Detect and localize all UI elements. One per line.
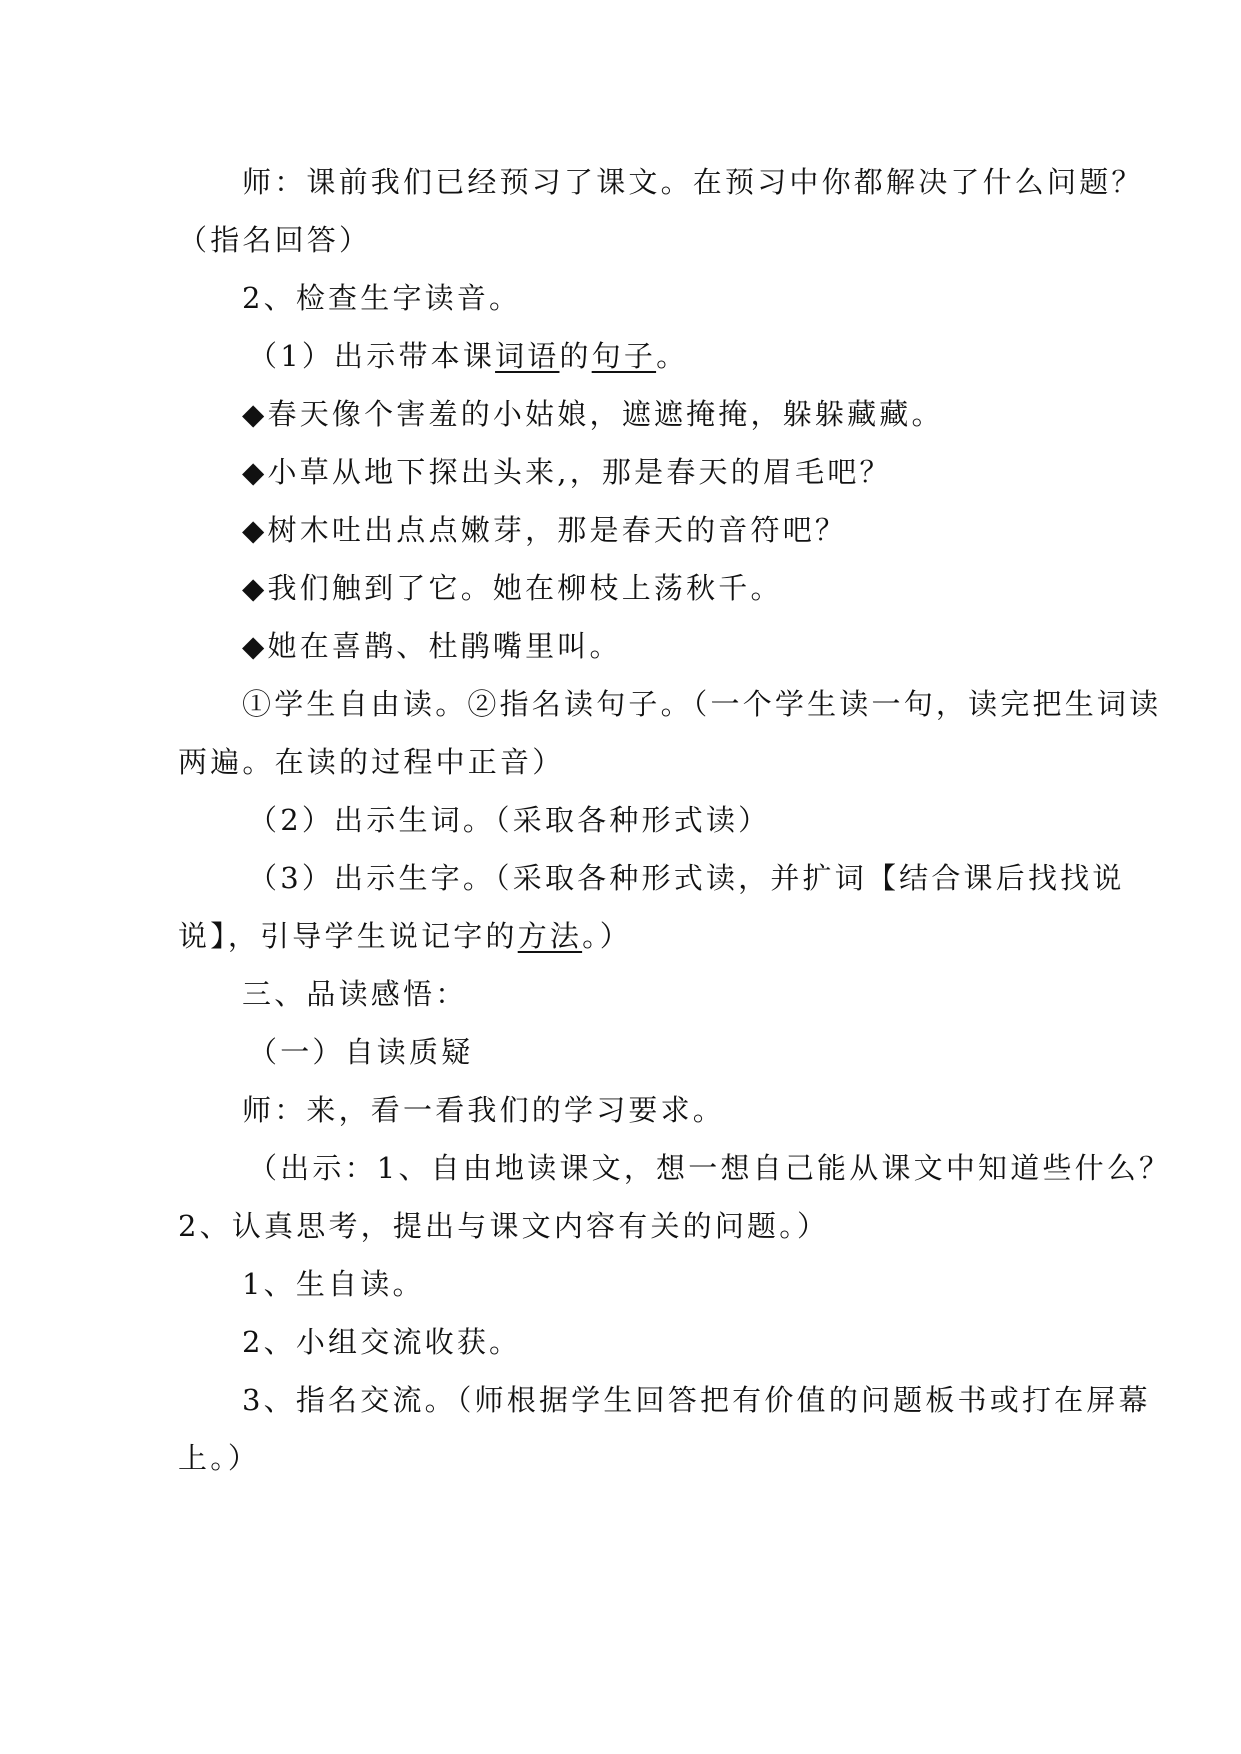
underlined-word-fangfa: 方法	[517, 919, 583, 953]
paragraph-teacher-question: 师：课前我们已经预习了课文。在预习中你都解决了什么问题？	[242, 165, 1144, 199]
sentence-bullet-4: ◆我们触到了它。她在柳枝上荡秋千。	[242, 571, 783, 605]
item-show-sentences	[248, 336, 688, 376]
paragraph-free-reading: ①学生自由读。②指名读句子。（一个学生读一句，读完把生词读	[242, 687, 1162, 721]
sentence-bullet-5: ◆她在喜鹊、杜鹃嘴里叫。	[242, 629, 622, 663]
item-show-sentences-pre: （1）出示带本课	[248, 339, 496, 373]
item-show-new-characters: （3）出示生字。（采取各种形式读，并扩词【结合课后找找说	[248, 861, 1125, 895]
paragraph-free-reading-cont: 两遍。在读的过程中正音）	[178, 745, 565, 779]
subheading-self-reading: （一）自读质疑	[248, 1035, 474, 1069]
sentence-bullet-1: ◆春天像个害羞的小姑娘，遮遮掩掩，躲躲藏藏。	[242, 397, 944, 431]
item-cont-post: 。）	[582, 919, 633, 953]
item-show-new-words: （2）出示生词。（采取各种形式读）	[248, 803, 771, 837]
heading-check-pronunciation: 2、检查生字读音。	[242, 281, 522, 315]
item-show-sentences-post: 。	[656, 339, 689, 373]
underlined-word-ciyu: 词语	[495, 339, 560, 373]
step-self-read: 1、生自读。	[242, 1267, 425, 1301]
step-named-exchange-cont: 上。）	[178, 1441, 261, 1475]
heading-reading-comprehension: 三、品读感悟：	[242, 977, 468, 1011]
paragraph-teacher-question-cont: （指名回答）	[178, 223, 372, 257]
paragraph-teacher-requirements: 师：来，看一看我们的学习要求。	[242, 1093, 726, 1127]
item-show-sentences-mid: 的	[559, 339, 592, 373]
underlined-word-juzi: 句子	[591, 339, 657, 373]
step-group-exchange: 2、小组交流收获。	[242, 1325, 522, 1359]
sentence-bullet-3: ◆树木吐出点点嫩芽，那是春天的音符吧？	[242, 513, 848, 547]
step-named-exchange: 3、指名交流。（师根据学生回答把有价值的问题板书或打在屏幕	[242, 1383, 1151, 1417]
paragraph-show-requirements-cont: 2、认真思考，提出与课文内容有关的问题。）	[178, 1209, 830, 1243]
paragraph-show-requirements: （出示：1、自由地读课文，想一想自己能从课文中知道些什么？	[248, 1151, 1172, 1185]
item-show-new-characters-cont	[178, 916, 632, 956]
sentence-bullet-2: ◆小草从地下探出头来,，那是春天的眉毛吧？	[242, 455, 892, 489]
item-cont-pre: 说】，引导学生说记字的	[178, 919, 518, 953]
